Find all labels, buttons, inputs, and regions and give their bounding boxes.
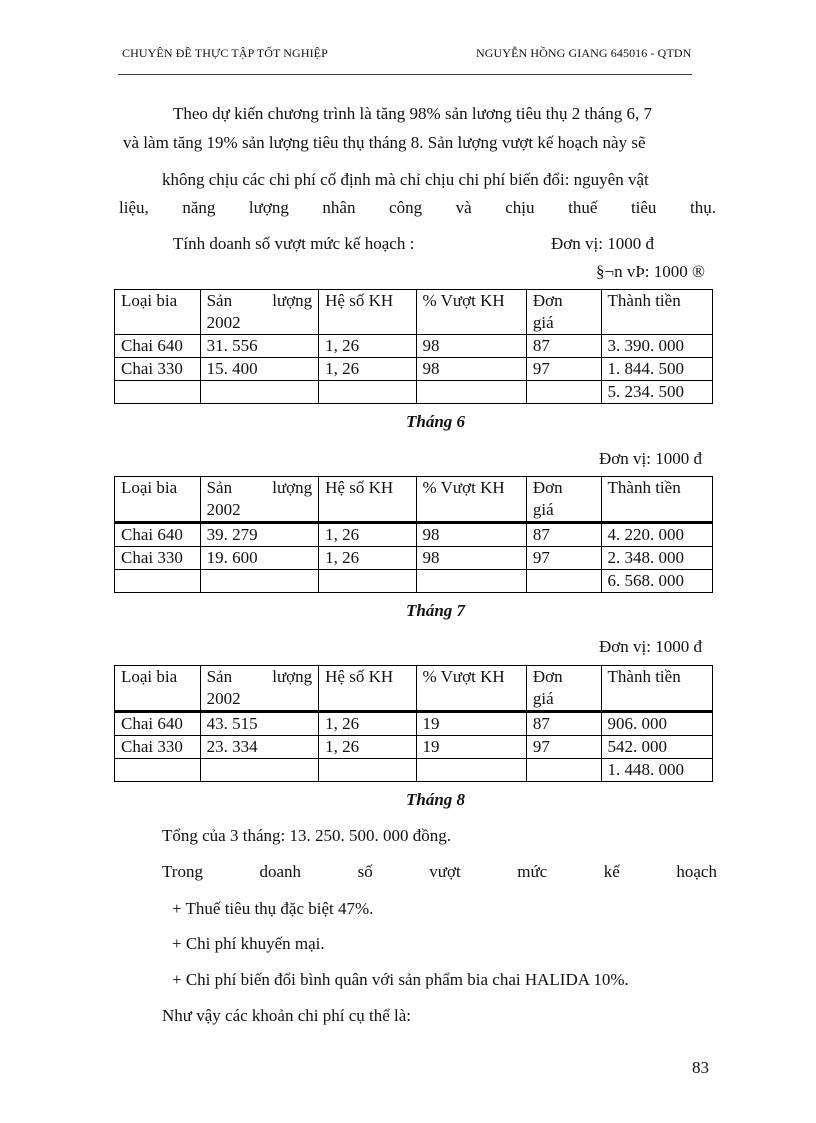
- cell-empty: [115, 759, 201, 782]
- word: công: [389, 198, 423, 217]
- cell-price: 87: [526, 523, 601, 547]
- word: mức: [517, 862, 548, 881]
- col-header-price: [526, 666, 601, 712]
- cell-coef: 1, 26: [319, 547, 416, 570]
- cell-pct: 98: [416, 335, 526, 358]
- table-thang-7: [114, 476, 713, 593]
- cell-empty: [416, 570, 526, 593]
- summary-within-line: [162, 862, 717, 882]
- cell-price: 97: [526, 358, 601, 381]
- col-header-coef: Hệ số KH: [319, 477, 416, 523]
- header-word: giá: [532, 313, 554, 332]
- table-row: [115, 712, 713, 736]
- cell-sum: 5. 234. 500: [601, 381, 712, 404]
- cell-pct: 98: [416, 358, 526, 381]
- header-word: Đơn: [532, 667, 563, 686]
- header-word: lượng: [272, 478, 313, 497]
- col-header-total: Thành tiền: [601, 666, 712, 712]
- intro-line-4: [119, 198, 716, 218]
- cell-empty: [319, 381, 416, 404]
- header-word: 2002: [206, 313, 241, 332]
- cell-type: Chai 330: [115, 358, 201, 381]
- cell-output: 19. 600: [200, 547, 319, 570]
- word: chịu: [505, 198, 535, 217]
- cell-empty: [115, 570, 201, 593]
- cell-price: 97: [526, 736, 601, 759]
- col-header-output: [200, 477, 319, 523]
- word: liệu,: [119, 198, 149, 217]
- cell-empty: [416, 759, 526, 782]
- table-row: [115, 358, 713, 381]
- word: lượng: [248, 198, 289, 217]
- cell-pct: 19: [416, 736, 526, 759]
- cell-empty: [526, 381, 601, 404]
- cell-coef: 1, 26: [319, 736, 416, 759]
- cell-empty: [416, 381, 526, 404]
- word: vượt: [429, 862, 461, 881]
- header-word: lượng: [272, 667, 313, 686]
- cell-pct: 19: [416, 712, 526, 736]
- cell-empty: [200, 570, 319, 593]
- cell-coef: 1, 26: [319, 712, 416, 736]
- table-sum-row: [115, 570, 713, 593]
- header-word: Sản: [206, 291, 233, 310]
- table-caption-thang-8: Tháng 8: [406, 790, 466, 809]
- cell-price: 87: [526, 712, 601, 736]
- cell-empty: [319, 759, 416, 782]
- header-word: 2002: [206, 689, 241, 708]
- cell-total: 4. 220. 000: [601, 523, 712, 547]
- unit-label-thang-8: Đơn vị: 1000 đ: [599, 637, 702, 656]
- header-word: Sản: [206, 478, 233, 497]
- table-row: [115, 335, 713, 358]
- table-row: [115, 523, 713, 547]
- cell-coef: 1, 26: [319, 523, 416, 547]
- cell-output: 39. 279: [200, 523, 319, 547]
- cell-total: 2. 348. 000: [601, 547, 712, 570]
- summary-bullet-2: + Chi phí khuyến mại.: [172, 934, 325, 953]
- word: hoạch: [676, 862, 717, 881]
- col-header-price: [526, 290, 601, 335]
- word: và: [455, 198, 472, 217]
- header-word: lượng: [272, 291, 313, 310]
- col-header-type: Loại bia: [115, 477, 201, 523]
- table-sum-row: [115, 759, 713, 782]
- cell-type: Chai 640: [115, 712, 201, 736]
- word: thuế: [568, 198, 598, 217]
- table-header-row: [115, 477, 713, 523]
- cell-type: Chai 640: [115, 335, 201, 358]
- cell-empty: [319, 570, 416, 593]
- calc-label: Tính doanh số vượt mức kế hoạch :: [173, 234, 415, 253]
- running-header-left: CHUYÊN ĐỀ THỰC TẬP TỐT NGHIỆP: [122, 46, 328, 60]
- cell-type: Chai 640: [115, 523, 201, 547]
- col-header-price: [526, 477, 601, 523]
- cell-price: 87: [526, 335, 601, 358]
- cell-total: 1. 844. 500: [601, 358, 712, 381]
- cell-pct: 98: [416, 523, 526, 547]
- col-header-total: Thành tiền: [601, 290, 712, 335]
- cell-output: 15. 400: [200, 358, 319, 381]
- word: thụ.: [690, 198, 716, 217]
- cell-sum: 1. 448. 000: [601, 759, 712, 782]
- cell-sum: 6. 568. 000: [601, 570, 712, 593]
- col-header-output: [200, 666, 319, 712]
- word: số: [357, 862, 373, 881]
- header-divider: [118, 74, 692, 75]
- running-header-right: NGUYỄN HỒNG GIANG 645016 - QTDN: [476, 46, 692, 60]
- col-header-coef: Hệ số KH: [319, 666, 416, 712]
- cell-price: 97: [526, 547, 601, 570]
- cell-empty: [115, 381, 201, 404]
- cell-total: 542. 000: [601, 736, 712, 759]
- col-header-pct: % Vượt KH: [416, 666, 526, 712]
- header-word: giá: [532, 689, 554, 708]
- col-header-total: Thành tiền: [601, 477, 712, 523]
- summary-bullet-3: + Chi phí biến đổi bình quân với sản phẩm bia chai HALIDA 10%.: [172, 970, 629, 989]
- table-header-row: [115, 666, 713, 712]
- cell-coef: 1, 26: [319, 335, 416, 358]
- page-number: 83: [692, 1058, 709, 1077]
- unit-label-thang-7: Đơn vị: 1000 đ: [599, 449, 702, 468]
- cell-empty: [526, 759, 601, 782]
- col-header-output: [200, 290, 319, 335]
- table-thang-8: [114, 665, 713, 782]
- summary-bullet-1: + Thuế tiêu thụ đặc biệt 47%.: [172, 899, 374, 918]
- cell-total: 3. 390. 000: [601, 335, 712, 358]
- word: kế: [603, 862, 620, 881]
- col-header-type: Loại bia: [115, 290, 201, 335]
- table-header-row: [115, 290, 713, 335]
- cell-pct: 98: [416, 547, 526, 570]
- intro-line-3: không chịu các chi phí cố định mà chỉ chịu chi phí biến đổi: nguyên vật: [162, 170, 649, 189]
- summary-closing: Như vậy các khoản chi phí cụ thể là:: [162, 1006, 412, 1025]
- table-caption-thang-7: Tháng 7: [406, 601, 466, 620]
- cell-total: 906. 000: [601, 712, 712, 736]
- table-row: [115, 736, 713, 759]
- col-header-coef: Hệ số KH: [319, 290, 416, 335]
- cell-empty: [200, 381, 319, 404]
- cell-empty: [526, 570, 601, 593]
- word: Trong: [162, 862, 203, 881]
- intro-line-1: Theo dự kiến chương trình là tăng 98% sản lương tiêu thụ 2 tháng 6, 7: [173, 104, 653, 123]
- word: tiêu: [630, 198, 657, 217]
- header-word: giá: [532, 500, 554, 519]
- col-header-pct: % Vượt KH: [416, 290, 526, 335]
- table-row: [115, 547, 713, 570]
- word: doanh: [259, 862, 302, 881]
- word: năng: [182, 198, 216, 217]
- header-word: Đơn: [532, 478, 563, 497]
- col-header-pct: % Vượt KH: [416, 477, 526, 523]
- table-thang-6: [114, 289, 713, 404]
- cell-empty: [200, 759, 319, 782]
- cell-output: 43. 515: [200, 712, 319, 736]
- table-sum-row: [115, 381, 713, 404]
- header-word: 2002: [206, 500, 241, 519]
- calc-unit: Đơn vị: 1000 đ: [551, 234, 654, 253]
- summary-total: Tổng của 3 tháng: 13. 250. 500. 000 đồng.: [162, 826, 451, 845]
- cell-coef: 1, 26: [319, 358, 416, 381]
- table-caption-thang-6: Tháng 6: [406, 412, 466, 431]
- cell-type: Chai 330: [115, 736, 201, 759]
- header-word: Sản: [206, 667, 233, 686]
- intro-line-2: và làm tăng 19% sản lượng tiêu thụ tháng 8. Sản lượng vượt kế hoạch này sẽ: [123, 133, 646, 152]
- cell-type: Chai 330: [115, 547, 201, 570]
- header-word: Đơn: [532, 291, 563, 310]
- word: nhân: [322, 198, 356, 217]
- garbled-unit: §¬n vÞ: 1000 ®: [596, 262, 705, 281]
- col-header-type: Loại bia: [115, 666, 201, 712]
- cell-output: 31. 556: [200, 335, 319, 358]
- cell-output: 23. 334: [200, 736, 319, 759]
